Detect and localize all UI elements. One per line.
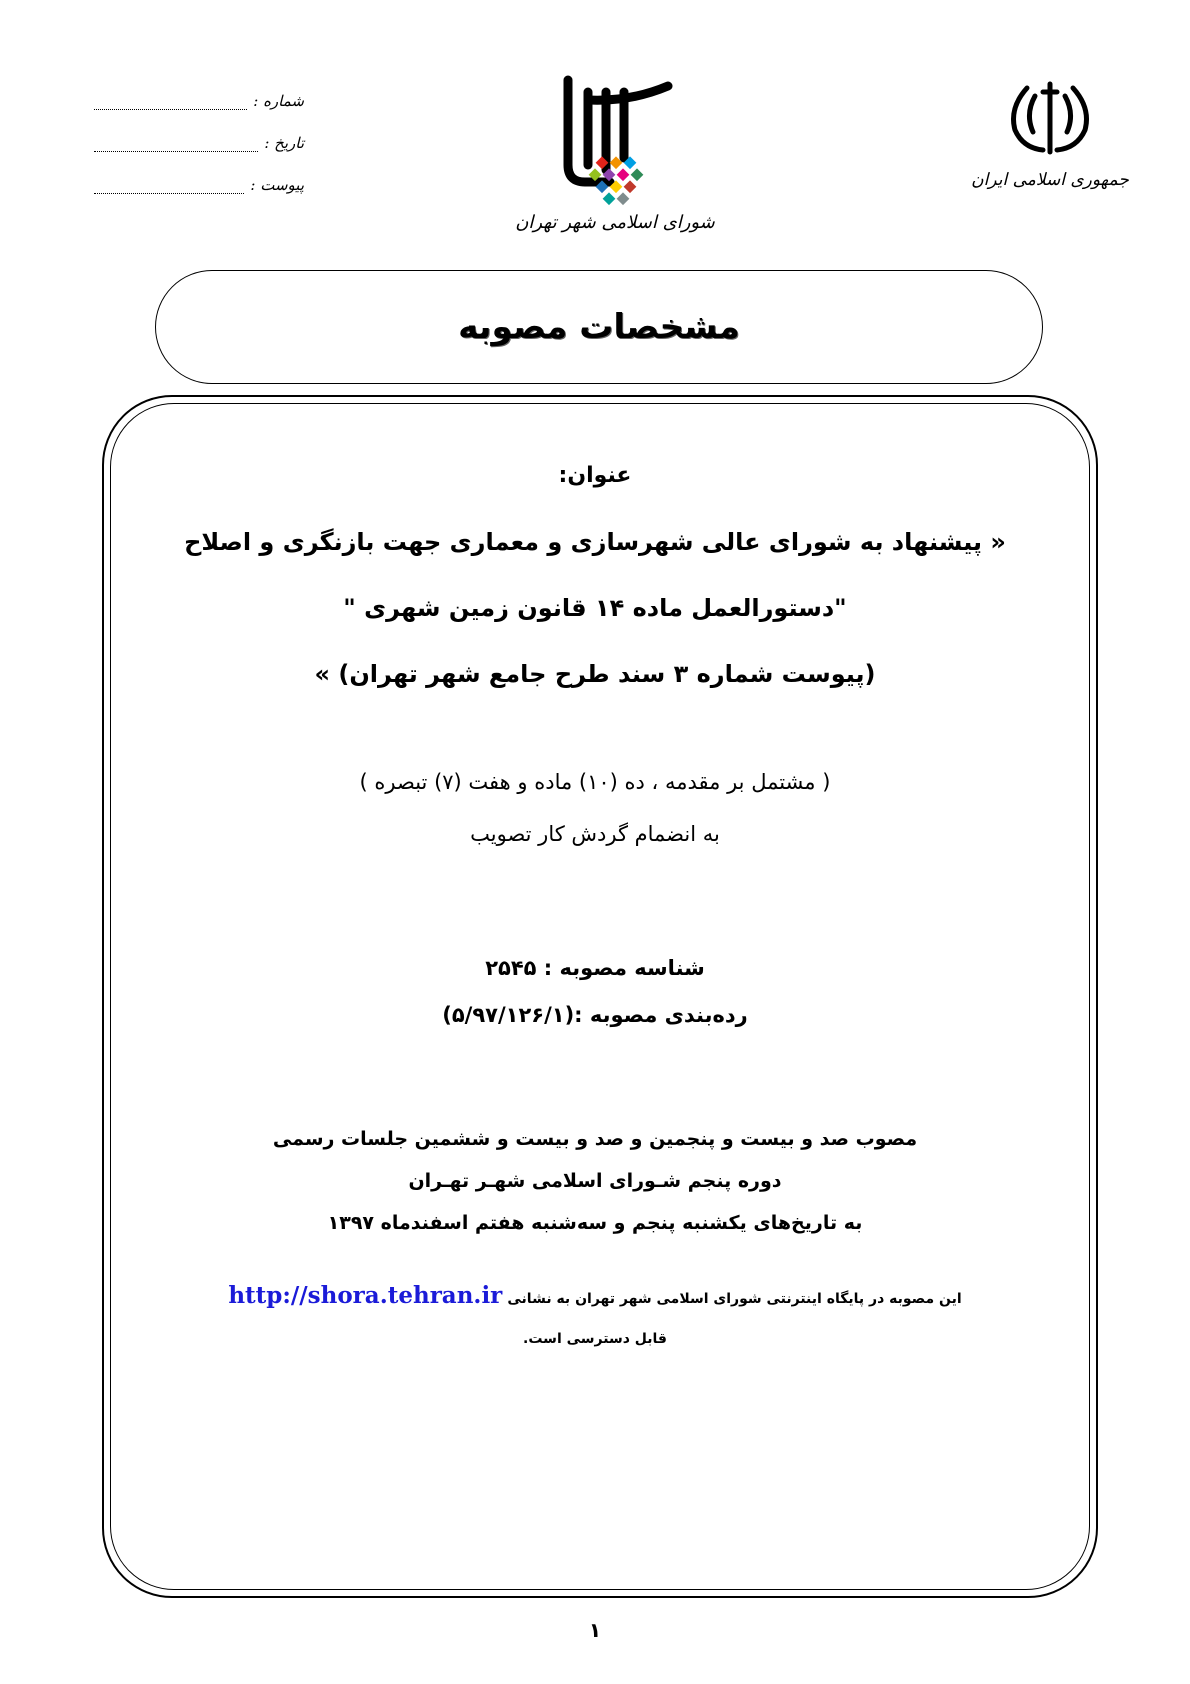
- content-frame-inner: [110, 403, 1090, 1590]
- subject-line-2: "دستورالعمل ماده ۱۴ قانون زمین شهری ": [343, 594, 847, 622]
- title-box: [155, 270, 1043, 384]
- page-title: مشخصات مصوبه: [458, 307, 740, 347]
- council-caption: شورای اسلامی شهر تهران: [515, 212, 715, 233]
- approval-line-3: به تاریخ‌های یکشنبه پنجم و سه‌شنبه هفتم اسفندماه ۱۳۹۷: [327, 1212, 863, 1234]
- date-field: [94, 130, 304, 152]
- approval-line-1: مصوب صد و بیست و پنجمین و صد و بیست و ششمین جلسات رسمی: [272, 1128, 918, 1150]
- subject-label: عنوان:: [558, 463, 632, 488]
- iran-emblem-icon: [1005, 78, 1095, 158]
- contents-line: ( مشتمل بر مقدمه ، ده (۱۰) ماده و هفت (۷) تبصره ): [359, 770, 831, 794]
- subject-line-3: (پیوست شماره ۳ سند طرح جامع شهر تهران) »: [314, 660, 876, 688]
- tehran-council-logo: [540, 70, 690, 210]
- date-label: تاریخ :: [264, 134, 304, 152]
- approval-line-2: دوره پنجم شـورای اسلامی شهـر تهـران: [408, 1170, 782, 1192]
- emblem-caption: جمهوری اسلامی ایران: [971, 170, 1129, 190]
- resolution-classification: رده‌بندی مصوبه :(۵/۹۷/۱۲۶/۱): [442, 1003, 748, 1027]
- attachment-field: [94, 172, 304, 194]
- availability-line: قابل دسترسی است.: [523, 1331, 667, 1347]
- website-text: این مصوبه در پایگاه اینترنتی شورای اسلامی شهر تهران به نشانی: [507, 1291, 962, 1307]
- attachment-label: پیوست :: [250, 176, 304, 194]
- number-dotted-line: [94, 95, 247, 110]
- annex-line: به انضمام گردش کار تصویب: [470, 822, 720, 846]
- page-number: ۱: [588, 1618, 602, 1642]
- subject-line-1: « پیشنهاد به شورای عالی شهرسازی و معماری جهت بازنگری و اصلاح: [184, 528, 1006, 556]
- attachment-dotted-line: [94, 179, 244, 194]
- date-dotted-line: [94, 137, 258, 152]
- resolution-id: شناسه مصوبه : ۲۵۴۵: [485, 956, 705, 980]
- website-line: [180, 1282, 1010, 1309]
- website-link[interactable]: http://shora.tehran.ir: [228, 1282, 503, 1309]
- number-label: شماره :: [253, 92, 304, 110]
- number-field: [94, 88, 304, 110]
